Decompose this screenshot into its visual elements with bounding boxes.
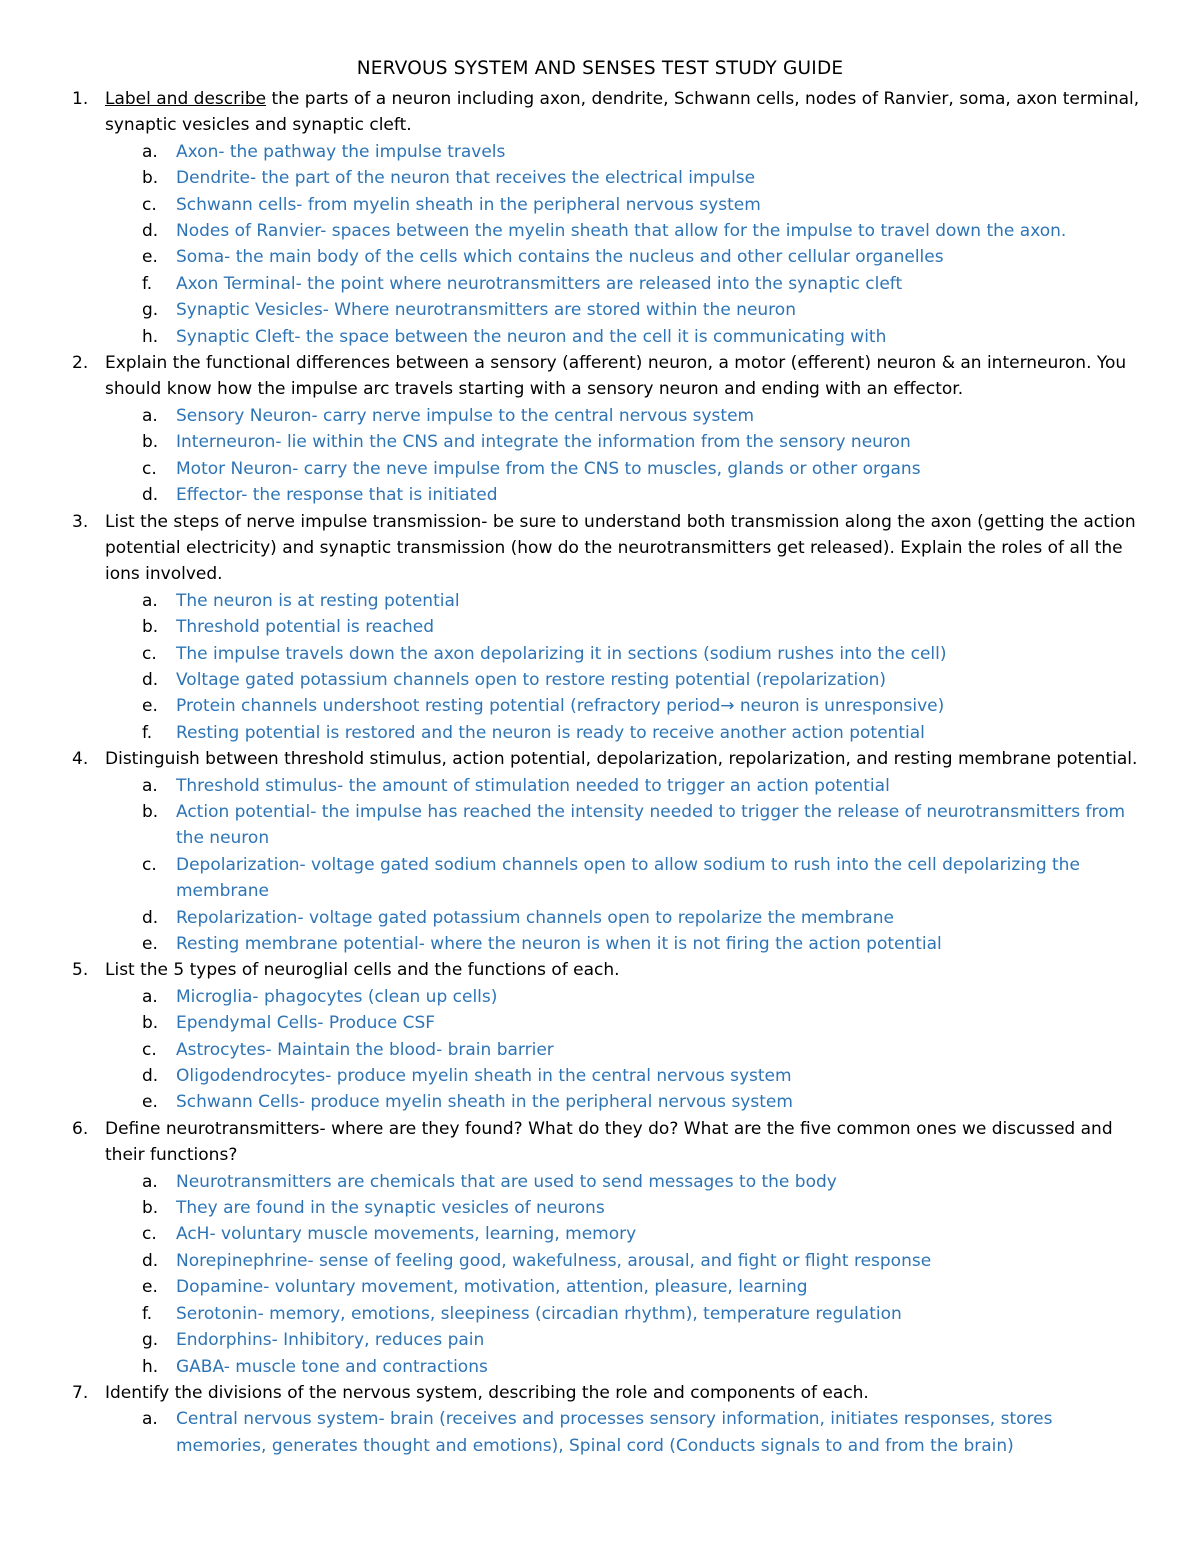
answer-letter: b. (142, 1013, 159, 1034)
answer-item (0, 1037, 1200, 1063)
answer-text: Soma- the main body of the cells which contains the nucleus and other cellular organelles (176, 247, 944, 268)
answer-item (0, 852, 1200, 905)
answer-item (0, 641, 1200, 667)
answer-item (0, 1354, 1200, 1380)
answer-letter: d. (142, 485, 159, 506)
question-text: Distinguish between threshold stimulus, action potential, depolarization, repolarization, and resting membrane potential. (105, 749, 1138, 770)
answer-item (0, 403, 1200, 429)
answer-text: Dopamine- voluntary movement, motivation, attention, pleasure, learning (176, 1277, 808, 1298)
answer-letter: h. (142, 1356, 159, 1377)
answer-item (0, 1063, 1200, 1089)
question-number: 3. (72, 511, 89, 532)
answer-item (0, 139, 1200, 165)
answer-text: Oligodendrocytes- produce myelin sheath in the central nervous system (176, 1066, 792, 1087)
answer-item (0, 931, 1200, 957)
answer-text: Action potential- the impulse has reached the intensity needed to trigger the release of neurotransmitters from the neuron (176, 801, 1126, 849)
answer-letter: a. (142, 775, 158, 796)
answer-item (0, 244, 1200, 270)
question-number: 7. (72, 1382, 89, 1403)
answer-text: Schwann cells- from myelin sheath in the peripheral nervous system (176, 194, 761, 215)
question-text: Define neurotransmitters- where are they found? What do they do? What are the five common ones we discussed and their functions? (105, 1118, 1113, 1166)
answer-text: Resting membrane potential- where the neuron is when it is not firing the action potential (176, 934, 942, 954)
answer-item (0, 667, 1200, 693)
answer-letter: c. (142, 1039, 157, 1060)
answer-letter: c. (142, 194, 157, 215)
question-lead-underlined: Label and describe (105, 89, 267, 109)
answer-item (0, 799, 1200, 852)
answer-letter: f. (142, 722, 153, 743)
answer-letter: h. (142, 326, 159, 347)
answer-letter: e. (142, 1277, 158, 1298)
answer-item (0, 1010, 1200, 1036)
answer-letter: e. (142, 247, 158, 268)
question-text: Explain the functional differences between a sensory (afferent) neuron, a motor (efferent) neuron & an interneuron. You should know how the impulse arc travels starting with a sensory neuron and ending with an effector. (105, 353, 1127, 400)
answer-letter: d. (142, 221, 159, 242)
answer-letter: d. (142, 907, 159, 928)
answer-text: Schwann Cells- produce myelin sheath in the peripheral nervous system (176, 1092, 793, 1113)
answer-item (0, 297, 1200, 323)
answer-letter: d. (142, 1066, 159, 1087)
answer-text: Synaptic Vesicles- Where neurotransmitters are stored within the neuron (176, 300, 796, 321)
answer-text: GABA- muscle tone and contractions (176, 1356, 488, 1377)
question-number: 4. (72, 749, 89, 770)
answer-text: Axon Terminal- the point where neurotransmitters are released into the synaptic cleft (176, 273, 903, 294)
answer-item (0, 614, 1200, 640)
answer-text: The impulse travels down the axon depolarizing it in sections (sodium rushes into the cell) (176, 643, 947, 664)
answer-item (0, 1221, 1200, 1247)
answer-text: Resting potential is restored and the neuron is ready to receive another action potential (176, 722, 925, 743)
question-text: List the steps of nerve impulse transmission- be sure to understand both transmission along the axon (getting the action potential electricity) and synaptic transmission (how do the neurotransmitters get released). Explain the roles of all the ions involved. (105, 511, 1136, 585)
answer-text: Protein channels undershoot resting potential (refractory period→ neuron is unresponsive) (176, 696, 945, 717)
page-title: NERVOUS SYSTEM AND SENSES TEST STUDY GUIDE (356, 58, 844, 79)
question-text: List the 5 types of neuroglial cells and the functions of each. (105, 960, 620, 981)
answer-item (0, 905, 1200, 931)
answer-text: Norepinephrine- sense of feeling good, wakefulness, arousal, and fight or flight response (176, 1250, 932, 1271)
question-text: Identify the divisions of the nervous system, describing the role and components of each. (105, 1382, 869, 1403)
answer-text: They are found in the synaptic vesicles of neurons (176, 1198, 605, 1219)
answer-item (0, 165, 1200, 191)
answer-item (0, 271, 1200, 297)
answer-text: Threshold potential is reached (176, 617, 435, 638)
answer-letter: b. (142, 801, 159, 822)
answer-item (0, 1248, 1200, 1274)
answer-letter: e. (142, 1092, 158, 1113)
answer-text: Central nervous system- brain (receives and processes sensory information, initiates responses, stores memories, generates thought and emotions), Spinal cord (Conducts signals to and from the brain) (176, 1409, 1053, 1456)
answer-text: Nodes of Ranvier- spaces between the myelin sheath that allow for the impulse to travel down the axon. (176, 221, 1067, 242)
answer-letter: a. (142, 1409, 158, 1430)
answer-item (0, 1406, 1200, 1459)
question-item (0, 1116, 1200, 1169)
question-number: 5. (72, 960, 89, 981)
answer-letter: c. (142, 1224, 157, 1245)
answer-item (0, 1089, 1200, 1115)
answer-letter: a. (142, 405, 158, 426)
answer-text: The neuron is at resting potential (176, 590, 460, 611)
answer-text: Sensory Neuron- carry nerve impulse to the central nervous system (176, 405, 755, 426)
question-list (0, 86, 1200, 1459)
answer-item (0, 984, 1200, 1010)
answer-letter: d. (142, 1250, 159, 1271)
answer-letter: e. (142, 696, 158, 717)
answer-item (0, 773, 1200, 799)
question-item (0, 350, 1200, 403)
answer-text: Axon- the pathway the impulse travels (176, 141, 506, 162)
answer-letter: f. (142, 1303, 153, 1324)
answer-letter: b. (142, 168, 159, 189)
answer-text: Ependymal Cells- Produce CSF (176, 1013, 436, 1034)
answer-item (0, 693, 1200, 719)
answer-item (0, 720, 1200, 746)
answer-letter: g. (142, 1330, 159, 1351)
answer-item (0, 1274, 1200, 1300)
question-item (0, 1380, 1200, 1406)
answer-letter: g. (142, 300, 159, 321)
answer-letter: b. (142, 1198, 159, 1219)
question-number: 6. (72, 1118, 89, 1139)
answer-letter: c. (142, 458, 157, 479)
answer-letter: a. (142, 141, 158, 162)
answer-item (0, 429, 1200, 455)
answer-letter: b. (142, 617, 159, 638)
question-number: 2. (72, 353, 89, 374)
question-item (0, 957, 1200, 983)
answer-item (0, 218, 1200, 244)
answer-text: Voltage gated potassium channels open to restore resting potential (repolarization) (176, 669, 887, 690)
answer-text: Effector- the response that is initiated (176, 485, 498, 506)
question-text: the parts of a neuron including axon, dendrite, Schwann cells, nodes of Ranvier, soma, axon terminal, synaptic vesicles and synaptic cleft. (105, 89, 1140, 136)
answer-letter: d. (142, 669, 159, 690)
answer-item (0, 456, 1200, 482)
answer-item (0, 1327, 1200, 1353)
answer-letter: b. (142, 432, 159, 453)
answer-text: Microglia- phagocytes (clean up cells) (176, 986, 498, 1007)
question-item (0, 86, 1200, 139)
answer-item (0, 324, 1200, 350)
answer-text: Synaptic Cleft- the space between the neuron and the cell it is communicating with (176, 326, 887, 347)
answer-item (0, 1301, 1200, 1327)
answer-text: Astrocytes- Maintain the blood- brain barrier (176, 1039, 554, 1060)
answer-text: Repolarization- voltage gated potassium channels open to repolarize the membrane (176, 907, 894, 928)
answer-item (0, 482, 1200, 508)
answer-item (0, 1169, 1200, 1195)
answer-text: Interneuron- lie within the CNS and integrate the information from the sensory neuron (176, 432, 911, 453)
answer-text: Serotonin- memory, emotions, sleepiness (circadian rhythm), temperature regulation (176, 1303, 902, 1324)
answer-letter: a. (142, 1171, 158, 1192)
answer-letter: c. (142, 643, 157, 664)
answer-letter: a. (142, 590, 158, 611)
answer-text: AcH- voluntary muscle movements, learning, memory (176, 1224, 637, 1245)
answer-text: Neurotransmitters are chemicals that are used to send messages to the body (176, 1171, 837, 1192)
answer-letter: a. (142, 986, 158, 1007)
answer-item (0, 192, 1200, 218)
question-number: 1. (72, 89, 89, 109)
answer-text: Dendrite- the part of the neuron that receives the electrical impulse (176, 168, 756, 189)
question-item (0, 509, 1200, 588)
answer-text: Depolarization- voltage gated sodium channels open to allow sodium to rush into the cell depolarizing the membrane (176, 854, 1080, 902)
question-item (0, 746, 1200, 772)
answer-text: Motor Neuron- carry the neve impulse from the CNS to muscles, glands or other organs (176, 458, 921, 479)
answer-item (0, 1195, 1200, 1221)
answer-text: Threshold stimulus- the amount of stimulation needed to trigger an action potential (176, 775, 890, 796)
answer-letter: e. (142, 934, 158, 954)
answer-letter: c. (142, 854, 157, 875)
answer-item (0, 588, 1200, 614)
answer-text: Endorphins- Inhibitory, reduces pain (176, 1330, 485, 1351)
answer-letter: f. (142, 273, 153, 294)
